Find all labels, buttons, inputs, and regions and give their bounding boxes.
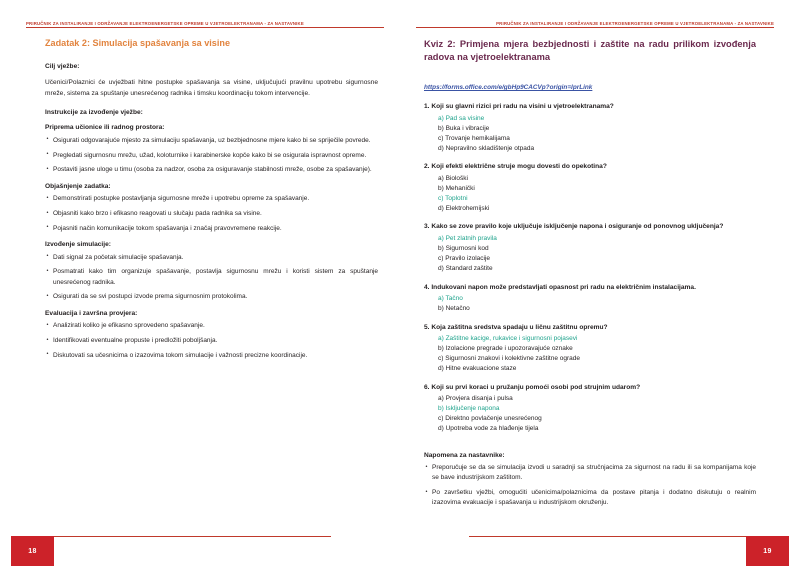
list-item: • Objasniti kako brzo i efikasno reagovati u slučaju pada radnika sa visine. xyxy=(45,209,378,219)
list-item: • Preporučuje se da se simulacija izvodi u saradnji sa stručnjacima za sigurnost na radu ili sa kompanijama koje se bave industrijskom zaštitom. xyxy=(424,463,756,484)
section-heading-preparation: Priprema učionice ili radnog prostora: xyxy=(45,124,165,132)
answer-option[interactable]: c) Direktno povlačenje unesrećenog xyxy=(438,415,542,423)
answer-option[interactable]: a) Provjera disanja i pulsa xyxy=(438,395,513,403)
list-item: • Postaviti jasne uloge u timu (osoba za nadzor, osoba za osiguravanje stabilnosti mreže, osobe za spašavanje). xyxy=(45,165,378,175)
answer-option[interactable]: a) Tačno xyxy=(438,295,463,303)
list-item: • Osigurati da se svi postupci izvode prema sigurnosnim protokolima. xyxy=(45,292,378,302)
question-label: Koji su glavni rizici pri radu na visini u vjetroelektranama? xyxy=(431,103,614,111)
answer-option[interactable]: a) Biološki xyxy=(438,174,468,182)
section-list-preparation xyxy=(45,136,378,176)
page-number-box-left xyxy=(11,536,54,566)
question-block xyxy=(424,383,756,434)
answer-list xyxy=(424,114,756,154)
answer-list xyxy=(424,394,756,434)
page-right xyxy=(400,0,800,566)
list-item: • Demonstrirati postupke postavljanja sigurnosne mreže i upotrebu opreme za spašavanje. xyxy=(45,194,378,204)
answer-option[interactable]: b) Sigurnosni kod xyxy=(438,244,489,252)
instructions-heading: Instrukcije za izvođenje vježbe: xyxy=(45,108,143,116)
list-item: • Diskutovati sa učesnicima o izazovima tokom simulacije i važnosti precizne koordinacije. xyxy=(45,351,378,361)
section-heading-simulation: Izvođenje simulacije: xyxy=(45,241,111,248)
answer-option[interactable]: b) Netačno xyxy=(438,304,470,312)
page-number: 18 xyxy=(28,547,37,555)
footer-rule xyxy=(26,536,331,537)
list-item: • Posmatrati kako tim organizuje spašavanje, postavlja sigurnosnu mrežu i koristi sistem za spuštanje unesrećenog radnika. xyxy=(45,267,378,288)
running-header-right xyxy=(416,13,774,28)
answer-list xyxy=(424,234,756,274)
list-item: • Osigurati odgovarajuće mjesto za simulaciju spašavanja, uz bezbjednosne mjere kako bi se spriječile povrede. xyxy=(45,136,378,146)
section-list-explanation xyxy=(45,194,378,234)
answer-option[interactable]: c) Toplotni xyxy=(438,194,468,202)
question-block xyxy=(424,222,756,273)
question-number: 2. xyxy=(424,163,430,171)
answer-option[interactable]: d) Hitne evakuacione staze xyxy=(438,364,517,372)
question-text xyxy=(424,283,756,293)
question-number: 6. xyxy=(424,383,430,391)
note-list xyxy=(424,463,756,509)
running-header-left xyxy=(26,13,384,28)
section-list-evaluation xyxy=(45,321,378,361)
answer-option[interactable]: a) Zaštitne kacige, rukavice i sigurnosni pojasevi xyxy=(438,335,578,343)
section-heading-evaluation: Evaluacija i završna provjera: xyxy=(45,309,138,317)
answer-option[interactable]: b) Izolacione pregrade i upozoravajuće oznake xyxy=(438,345,573,353)
page-right-content xyxy=(424,38,756,516)
question-label: Koji su prvi koraci u pružanju pomoći osobi pod strujnim udarom? xyxy=(431,383,641,391)
question-block xyxy=(424,162,756,213)
answer-option[interactable]: c) Pravilo izolacije xyxy=(438,254,491,262)
answer-option[interactable]: a) Pad sa visine xyxy=(438,114,485,122)
list-item: • Pojasniti način komunikacije tokom spašavanja i značaj pravovremene reakcije. xyxy=(45,224,378,234)
footer-rule xyxy=(469,536,774,537)
list-item: • Analizirati koliko je efikasno sprovedeno spašavanje. xyxy=(45,321,378,331)
answer-option[interactable]: b) Mehanički xyxy=(438,184,475,192)
running-header-text: PRIRUČNIK ZA INSTALIRANJE I ODRŽAVANJE ELEKTROENERGETSKE OPREME U VJETROELEKTRANAMA - ZA NASTAVNIKE xyxy=(496,20,774,26)
answer-list xyxy=(424,294,756,314)
question-label: Kako se zove pravilo koje uključuje isključenje napona i osiguranje od ponovnog uključenja? xyxy=(431,223,724,231)
goal-heading: Cilj vježbe: xyxy=(45,62,80,70)
answer-option[interactable]: d) Standard zaštite xyxy=(438,264,493,272)
question-label: Koji efekti električne struje mogu dovesti do opekotina? xyxy=(431,163,607,171)
page-title-quiz: Kviz 2: Primjena mjera bezbjednosti i zaštite na radu prilikom izvođenja radova na vjetroelektranama xyxy=(424,39,756,63)
page-right-footer xyxy=(400,526,800,566)
answer-option[interactable]: d) Nepravilno skladištenje otpada xyxy=(438,144,535,152)
answer-option[interactable]: b) Buka i vibracije xyxy=(438,124,490,132)
answer-option[interactable]: c) Trovanje hemikalijama xyxy=(438,134,510,142)
question-text xyxy=(424,222,756,232)
question-text xyxy=(424,323,756,333)
question-number: 1. xyxy=(424,103,430,111)
quiz-form-link[interactable]: https://forms.office.com/e/gbHp9CACVp?origin=lprLink xyxy=(424,84,593,92)
page-number: 19 xyxy=(763,547,772,555)
page-left-content xyxy=(45,38,378,516)
question-number: 5. xyxy=(424,323,430,331)
goal-text: Učenici/Polaznici će uvježbati hitne postupke spašavanja sa visine, uključujući pravilnu upotrebu sigurnosne mreže, sistema za spuštanje unesrećenog radnika i timsku koordinaciju tokom intervencije. xyxy=(45,79,378,98)
question-text xyxy=(424,162,756,172)
question-block xyxy=(424,323,756,374)
question-block xyxy=(424,102,756,153)
answer-option[interactable]: c) Sigurnosni znakovi i kolektivne zaštitne ograde xyxy=(438,355,580,363)
question-label: Koja zaštitna sredstva spadaju u ličnu zaštitnu opremu? xyxy=(431,323,608,331)
question-number: 3. xyxy=(424,223,430,231)
answer-list xyxy=(424,174,756,214)
page-number-box-right xyxy=(746,536,789,566)
question-label: Indukovani napon može predstavljati opasnost pri radu na električnim instalacijama. xyxy=(431,283,696,291)
question-block xyxy=(424,283,756,314)
list-item: • Identifikovati eventualne propuste i predložiti poboljšanja. xyxy=(45,336,378,346)
running-header-text: PRIRUČNIK ZA INSTALIRANJE I ODRŽAVANJE ELEKTROENERGETSKE OPREME U VJETROELEKTRANAMA - ZA NASTAVNIKE xyxy=(26,20,304,26)
page-title-task: Zadatak 2: Simulacija spašavanja sa visine xyxy=(45,38,231,48)
page-left-footer xyxy=(0,526,400,566)
note-heading: Napomena za nastavnike: xyxy=(424,451,505,459)
section-list-simulation xyxy=(45,253,378,303)
question-text xyxy=(424,383,756,393)
answer-option[interactable]: d) Elektrohemijski xyxy=(438,204,490,212)
section-heading-explanation: Objašnjenje zadatka: xyxy=(45,182,111,190)
answer-list xyxy=(424,334,756,374)
answer-option[interactable]: b) Isključenje napona xyxy=(438,405,500,413)
list-item: • Pregledati sigurnosnu mrežu, užad, koloturnike i karabinerske kopče kako bi se osigurala ispravnost opreme. xyxy=(45,151,378,161)
question-number: 4. xyxy=(424,283,430,291)
list-item: • Po završetku vježbi, omogućiti učenicima/polaznicima da postave pitanja i dodatno diskutuju o realnim izazovima evakuacije i spašavanja u industrijskom okruženju. xyxy=(424,488,756,509)
question-text xyxy=(424,102,756,112)
answer-option[interactable]: d) Upotreba vode za hlađenje tijela xyxy=(438,425,539,433)
answer-option[interactable]: a) Pet zlatnih pravila xyxy=(438,235,497,243)
list-item: • Dati signal za početak simulacije spašavanja. xyxy=(45,253,378,263)
